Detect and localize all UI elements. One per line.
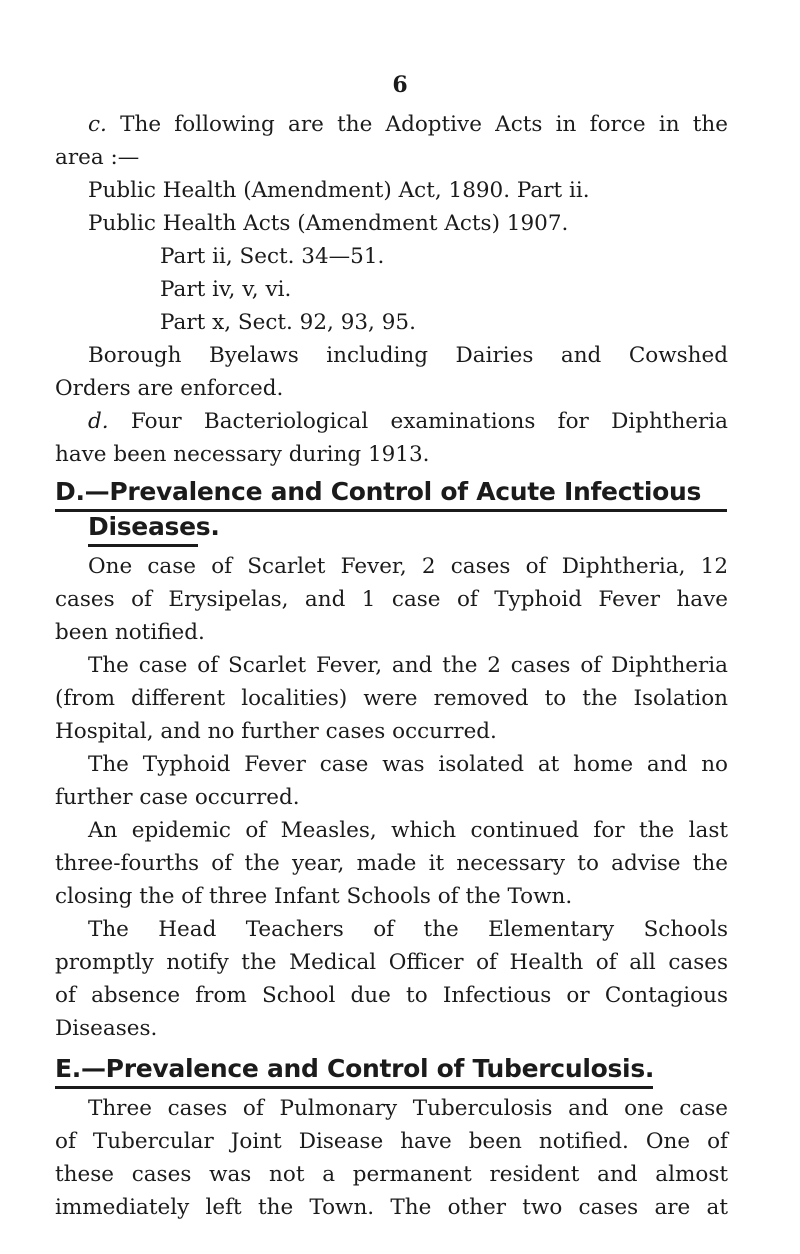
- paragraph-line: further case occurred.: [55, 785, 300, 810]
- paragraph-line: cases of Erysipelas, and 1 case of Typhoid Fever have: [55, 587, 728, 612]
- byelaws-line-2: Orders are enforced.: [55, 376, 284, 401]
- section-D-heading-line-2: Diseases.: [88, 512, 220, 541]
- paragraph-line: An epidemic of Measles, which continued for the last: [88, 818, 728, 843]
- act-line: Part iv, v, vi.: [160, 277, 292, 302]
- act-line: Public Health Acts (Amendment Acts) 1907.: [88, 211, 569, 236]
- section-c-label: c.: [88, 112, 107, 137]
- paragraph-line: Hospital, and no further cases occurred.: [55, 719, 497, 744]
- paragraph-line: Diseases.: [55, 1016, 158, 1041]
- paragraph-line: of Tubercular Joint Disease have been notified. One of: [55, 1129, 728, 1154]
- paragraph-line: immediately left the Town. The other two cases are at: [55, 1195, 728, 1220]
- paragraph-line: One case of Scarlet Fever, 2 cases of Diphtheria, 12: [88, 554, 728, 579]
- section-c-text: The following are the Adoptive Acts in force in the: [106, 112, 728, 137]
- paragraph-line: The case of Scarlet Fever, and the 2 cases of Diphtheria: [88, 653, 728, 678]
- paragraph-line: closing the of three Infant Schools of the Town.: [55, 884, 573, 909]
- section-d-text: Four Bacteriological examinations for Diphtheria: [108, 409, 728, 434]
- section-c-line-1: [88, 110, 728, 140]
- paragraph-line: been notified.: [55, 620, 205, 645]
- heading-underline: [55, 1086, 653, 1089]
- section-E-heading: E.—Prevalence and Control of Tuberculosis.: [55, 1054, 655, 1083]
- paragraph-line: (from different localities) were removed to the Isolation: [55, 686, 728, 711]
- paragraph-line: these cases was not a permanent resident and almost: [55, 1162, 728, 1187]
- paragraph-line: The Typhoid Fever case was isolated at home and no: [88, 752, 728, 777]
- section-d-line-1: [88, 407, 728, 437]
- byelaws-line-1: Borough Byelaws including Dairies and Cowshed: [88, 343, 728, 368]
- section-d-label: d.: [88, 409, 109, 434]
- act-line: Part x, Sect. 92, 93, 95.: [160, 310, 416, 335]
- heading-underline: [88, 544, 198, 547]
- act-line: Public Health (Amendment) Act, 1890. Part ii.: [88, 178, 590, 203]
- paragraph-line: of absence from School due to Infectious or Contagious: [55, 983, 728, 1008]
- paragraph-line: Three cases of Pulmonary Tuberculosis and one case: [88, 1096, 728, 1121]
- section-d-line-2: have been necessary during 1913.: [55, 442, 430, 467]
- page-number: 6: [392, 72, 408, 98]
- paragraph-line: promptly notify the Medical Officer of Health of all cases: [55, 950, 728, 975]
- section-c-line-2: area :—: [55, 145, 140, 170]
- paragraph-line: The Head Teachers of the Elementary Schools: [88, 917, 728, 942]
- paragraph-line: three-fourths of the year, made it necessary to advise the: [55, 851, 728, 876]
- act-line: Part ii, Sect. 34—51.: [160, 244, 385, 269]
- section-D-heading-line-1: D.—Prevalence and Control of Acute Infectious: [55, 477, 702, 506]
